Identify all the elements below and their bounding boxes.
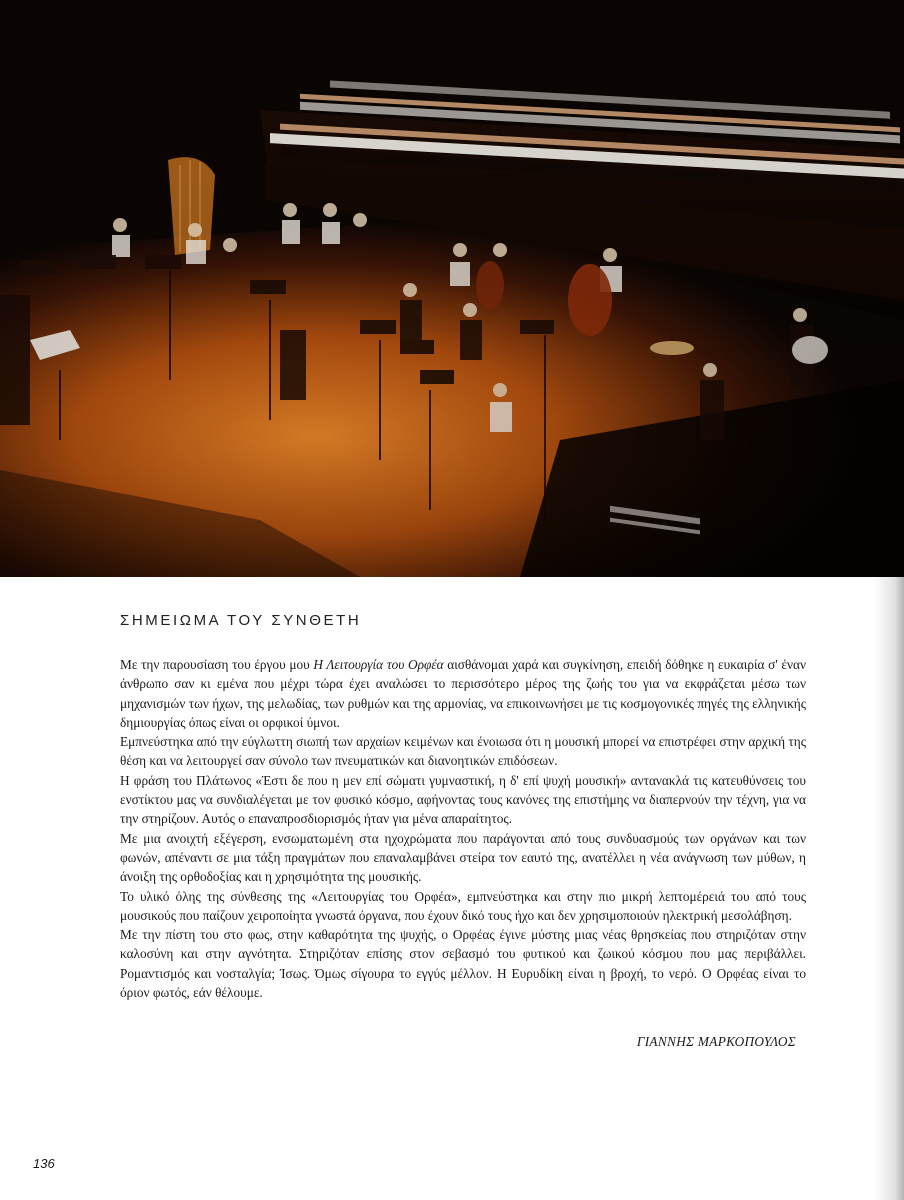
author-signature: ΓΙΑΝΝΗΣ ΜΑΡΚΟΠΟΥΛΟΣ [636, 1034, 796, 1049]
paragraph-1-end: αισθάνομαι χαρά και συγκίνηση, επειδή δόθηκε η ευκαιρία σ' έναν άνθρωπο σαν κι εμένα που μέχρι τώρα έχει αναλώσει το περισσότερο μέρος της ζωής του για να εκφράζεται μέσω των μηχανισμών των ήχων, της μελωδίας, των ρυθμών και της αρμονίας, να επικοινωνήσει με τις κοσμογονικές πηγές της ελληνικής δημιουργίας όπως είναι οι ορφικοί ύμνοι. [120, 657, 806, 730]
paragraph-5: Το υλικό όλης της σύνθεσης της «Λειτουργίας του Ορφέα», εμπνεύστηκα και στην πιο μικρή λεπτομέρειά του από τους μουσικούς που παίζουν χειροποίητα γνωστά όργανα, που έχουν δικό τους ήχο και δεν χρησιμοποιούν ηλεκτρική μεσολάβηση. [120, 888, 806, 923]
paragraph-1-start: Με την παρουσίαση του έργου μου [120, 657, 314, 672]
paragraph-1 [120, 655, 806, 732]
composer-note-text [120, 655, 806, 1002]
paragraph-4: Με μια ανοιχτή εξέγερση, ενσωματωμένη στα ηχοχρώματα που παράγονται από τους συνδυασμούς των οργάνων και των φωνών, απέναντι σε μια τάξη πραγμάτων που επαναλαμβάνει στείρα τον εαυτό της, ανατέλλει η νέα ανάγνωση των μύθων, η άνοιξη της ορθοδοξίας και η χρησιμότητα της μουσικής. [120, 830, 806, 885]
paragraph-2: Εμπνεύστηκα από την εύγλωττη σιωπή των αρχαίων κειμένων και ένοιωσα ότι η μουσική μπορεί να επιστρέφει στην αρχική της θέση και να λειτουργεί σαν σύνολο των πνευματικών και διανοητικών επιδόσεων. [120, 734, 806, 769]
page-number: 136 [33, 1156, 55, 1171]
section-title: ΣΗΜΕΙΩΜΑ ΤΟΥ ΣΥΝΘΕΤΗ [120, 612, 362, 629]
work-title: Η Λειτουργία του Ορφέα [313, 657, 444, 672]
paragraph-3: Η φράση του Πλάτωνος «Έστι δε που η μεν επί σώματι γυμναστική, η δ' επί ψυχή μουσική» αντανακλά τις κατευθύνσεις του ενστίκτου μας να συνδιαλέγεται με τον φυσικό κόσμο, αφήνοντας τους κανόνες της επιστήμης να διαπερνούν την τέχνη, για να την στηρίζουν. Αυτός ο επαναπροσδιορισμός ήταν για μένα απαραίτητος. [120, 772, 806, 827]
orchestra-choir-illustration [0, 0, 904, 577]
binding-shadow [874, 577, 904, 1200]
concert-photo [0, 0, 904, 577]
paragraph-6: Με την πίστη του στο φως, στην καθαρότητα της ψυχής, ο Ορφέας έγινε μύστης μιας νέας θρησκείας που στηριζόταν στην καλοσύνη και στην αγνότητα. Στηριζόταν επίσης στον σεβασμό του φυτικού και ζωικού κόσμου που μας περιβάλλει. Ρομαντισμός και νοσταλγία; Ίσως. Όμως σίγουρα το εγγύς μέλλον. Η Ευρυδίκη είναι η βροχή, το νερό. Ο Ορφέας είναι το όριον φωτός, εάν θέλουμε. [120, 927, 806, 1001]
